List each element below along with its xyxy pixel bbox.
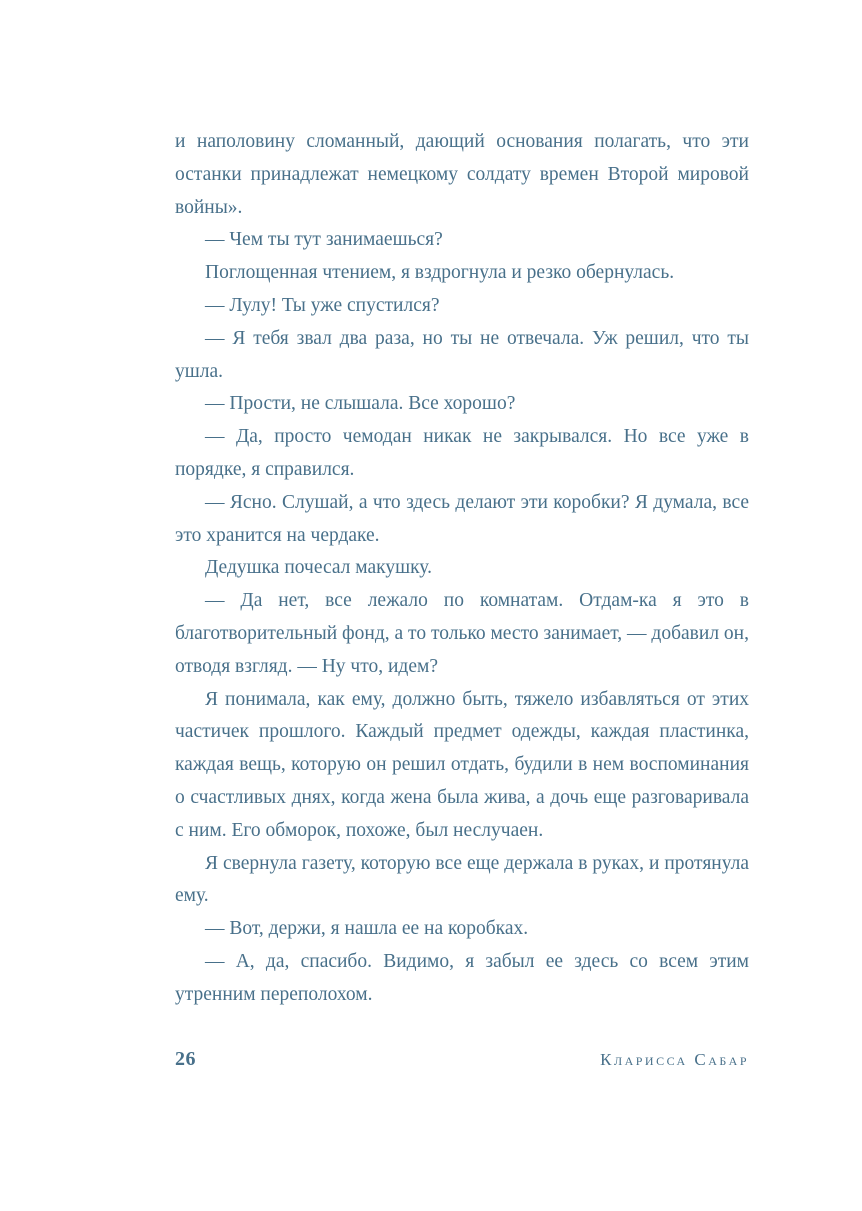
paragraph: Я понимала, как ему, должно быть, тяжело избавляться от этих частичек прошлого. Каждый предмет одежды, каждая пластинка, каждая вещь, которую он решил отдать, будили в нем воспоминания о счастливых днях, когда жена была жива, а дочь еще разговаривала с ним. Его обморок, похоже, был неслучаен. bbox=[175, 688, 749, 841]
page-footer bbox=[175, 1048, 749, 1071]
text-block bbox=[175, 126, 749, 1012]
author-name: Кларисса Сабар bbox=[600, 1050, 749, 1069]
paragraph: — Лулу! Ты уже спустился? bbox=[205, 294, 440, 316]
paragraph: — Чем ты тут занимаешься? bbox=[205, 229, 443, 251]
paragraph: — Я тебя звал два раза, но ты не отвечала. Уж решил, что ты ушла. bbox=[175, 327, 749, 382]
paragraph: Дедушка почесал макушку. bbox=[205, 557, 432, 579]
paragraph: — Да нет, все лежало по комнатам. Отдам-ка я это в благотворительный фонд, а то только место занимает, — добавил он, отводя взгляд. — Ну что, идем? bbox=[175, 590, 749, 677]
paragraph: и наполовину сломанный, дающий основания полагать, что эти останки принадлежат немецкому солдату времен Второй мировой войны». bbox=[175, 131, 749, 218]
paragraph: — Прости, не слышала. Все хорошо? bbox=[205, 393, 516, 415]
paragraph: — Вот, держи, я нашла ее на коробках. bbox=[205, 918, 529, 940]
paragraph: — А, да, спасибо. Видимо, я забыл ее здесь со всем этим утренним переполохом. bbox=[175, 950, 749, 1005]
paragraph: — Ясно. Слушай, а что здесь делают эти коробки? Я думала, все это хранится на чердаке. bbox=[175, 491, 749, 546]
page-number: 26 bbox=[175, 1048, 196, 1070]
paragraph: Я свернула газету, которую все еще держала в руках, и протянула ему. bbox=[175, 852, 749, 907]
paragraph: Поглощенная чтением, я вздрогнула и резко обернулась. bbox=[205, 262, 675, 284]
paragraph: — Да, просто чемодан никак не закрывался. Но все уже в порядке, я справился. bbox=[175, 426, 749, 480]
